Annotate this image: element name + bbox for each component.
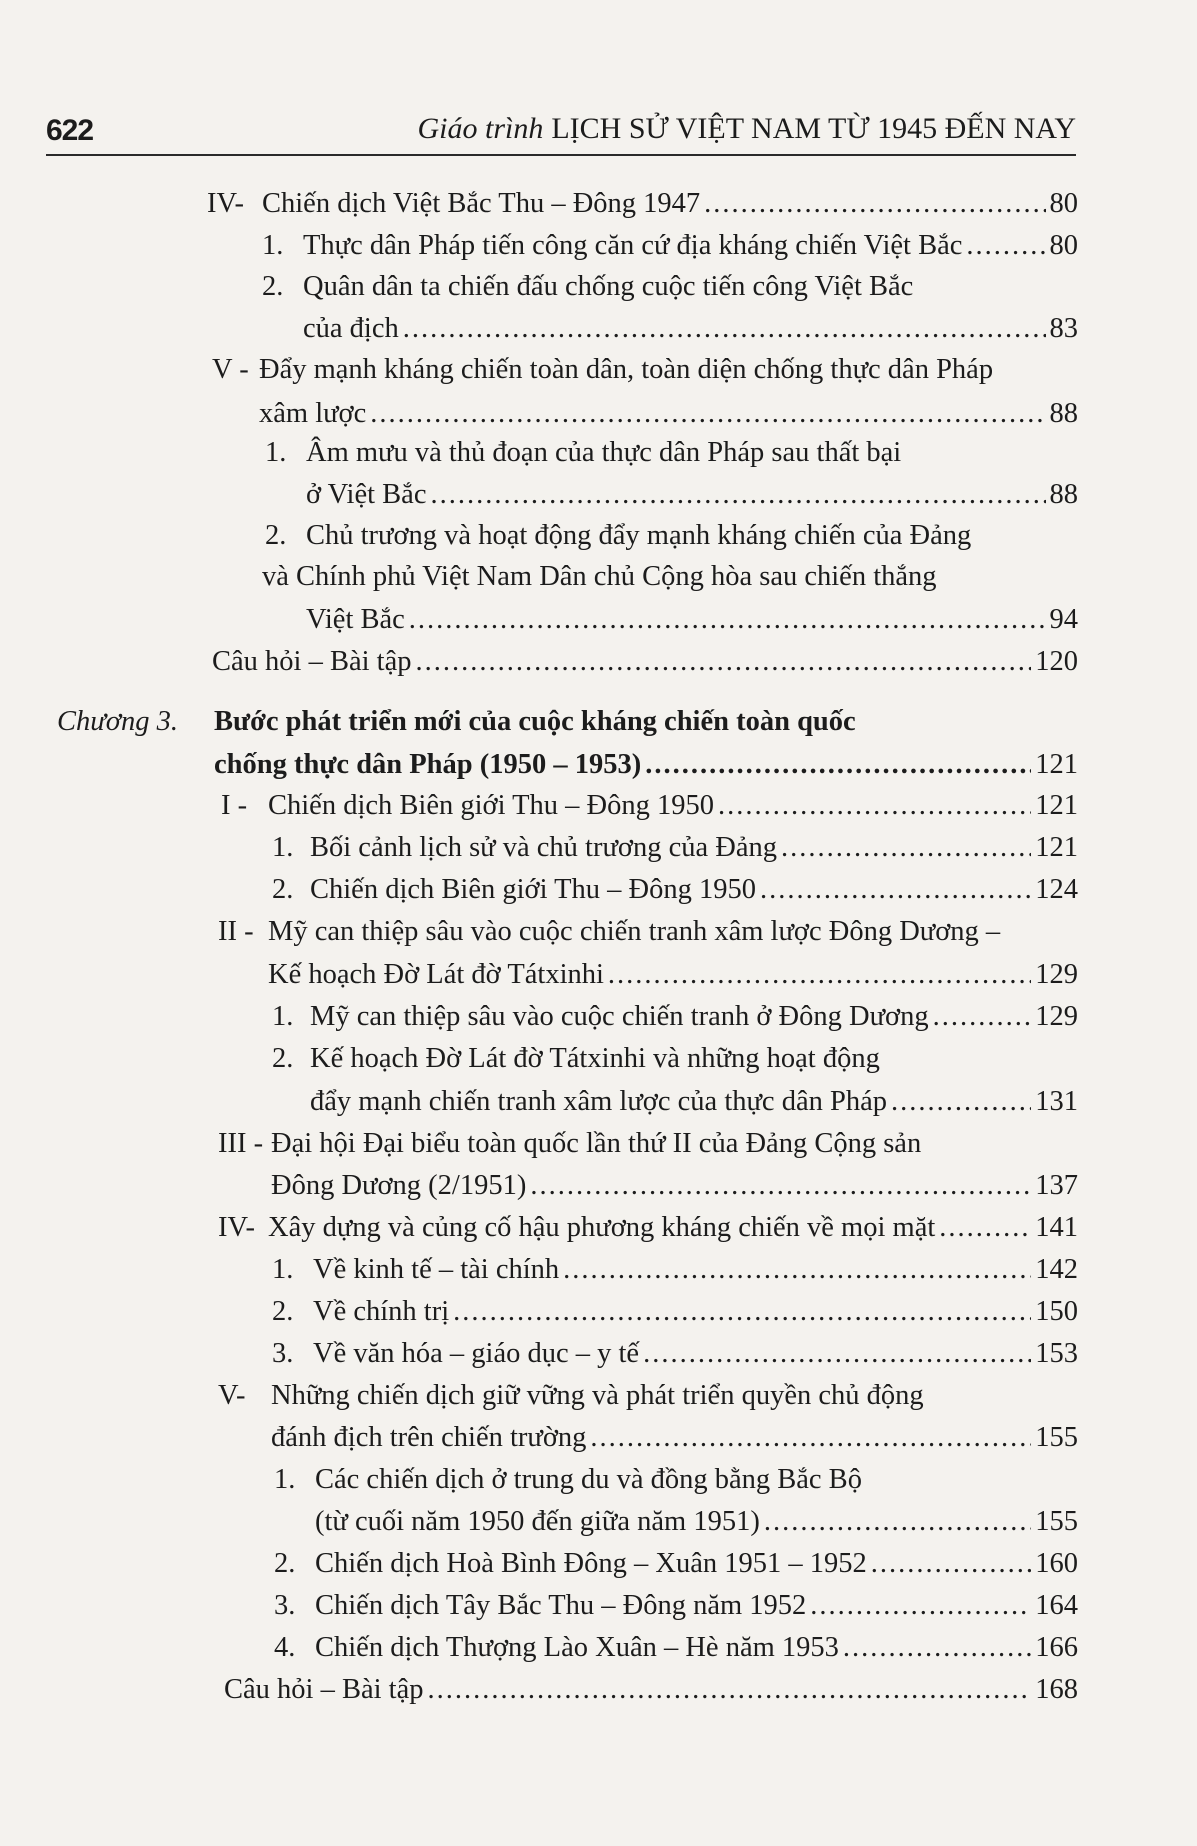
toc-entry-label: II - [218, 916, 254, 947]
toc-entry [218, 1126, 1078, 1164]
toc-entry-title: Mỹ can thiệp sâu vào cuộc chiến tranh xâm lược Đông Dương – [268, 916, 1001, 947]
toc-entry-page: 80 [1049, 230, 1078, 261]
dot-leader [843, 1630, 1031, 1666]
toc-entry [212, 352, 1078, 390]
toc-entry-title: (từ cuối năm 1950 đến giữa năm 1951) [315, 1506, 760, 1537]
toc-entry-title: Việt Bắc [306, 604, 405, 635]
toc-entry-title: Về văn hóa – giáo dục – y tế [313, 1338, 640, 1369]
toc-entry [274, 1588, 1078, 1626]
dot-leader [704, 186, 1045, 222]
book-title [418, 112, 1077, 146]
running-header [46, 108, 1076, 156]
toc-entry-title: Kế hoạch Đờ Lát đờ Tátxinhi [268, 959, 604, 990]
page-number: 622 [46, 114, 94, 147]
toc-entry [310, 1084, 1078, 1122]
toc-entry [272, 1294, 1078, 1332]
dot-leader [643, 1336, 1031, 1372]
toc-entry-title: Kế hoạch Đờ Lát đờ Tátxinhi và những hoạt động [310, 1043, 880, 1074]
toc-entry-label: 2. [262, 271, 284, 302]
toc-entry-page: 88 [1049, 398, 1078, 429]
toc-entry [272, 872, 1078, 910]
toc-entry-page: 166 [1035, 1632, 1078, 1663]
toc-entry-page: 168 [1035, 1674, 1078, 1705]
toc-entry-title: Chiến dịch Hoà Bình Đông – Xuân 1951 – 1952 [315, 1548, 867, 1579]
book-title-main: LỊCH SỬ VIỆT NAM TỪ 1945 ĐẾN NAY [551, 112, 1076, 145]
dot-leader [781, 830, 1031, 866]
toc-entry [274, 1630, 1078, 1668]
toc-entry-title: Chiến dịch Thượng Lào Xuân – Hè năm 1953 [315, 1632, 839, 1663]
dot-leader [764, 1504, 1031, 1540]
toc-entry-title: Về chính trị [313, 1296, 450, 1327]
toc-entry [274, 1546, 1078, 1584]
dot-leader [563, 1252, 1031, 1288]
dot-leader [530, 1168, 1031, 1204]
toc-entry-label: III - [218, 1128, 264, 1159]
toc-entry-label: 2. [272, 874, 294, 905]
toc-entry-title: Đại hội Đại biểu toàn quốc lần thứ II của Đảng Cộng sản [271, 1128, 922, 1159]
toc-entry [272, 1041, 1078, 1079]
toc-entry-title: Bối cảnh lịch sử và chủ trương của Đảng [310, 832, 778, 863]
dot-leader [590, 1420, 1031, 1456]
toc-entry-page: 150 [1035, 1296, 1078, 1327]
toc-entry-label: 2. [274, 1548, 296, 1579]
toc-entry [303, 311, 1078, 349]
dot-leader [810, 1588, 1031, 1624]
toc-entry-page: 121 [1035, 749, 1078, 780]
toc-entry-title: Chiến dịch Biên giới Thu – Đông 1950 [268, 790, 714, 821]
toc-entry [221, 788, 1078, 826]
toc-entry [224, 1672, 1078, 1710]
toc-entry [272, 1336, 1078, 1374]
dot-leader [871, 1546, 1032, 1582]
toc-entry-label: 1. [272, 1254, 294, 1285]
toc-entry [212, 644, 1078, 682]
toc-entry-label: V - [212, 354, 249, 385]
toc-entry-title: Câu hỏi – Bài tập [224, 1674, 424, 1705]
toc-entry-title: Các chiến dịch ở trung du và đồng bằng Bắc Bộ [315, 1464, 862, 1495]
dot-leader [645, 747, 1031, 783]
toc-entry-label: 3. [274, 1590, 296, 1621]
toc-entry-page: 124 [1035, 874, 1078, 905]
toc-entry-page: 141 [1035, 1212, 1078, 1243]
dot-leader [430, 477, 1045, 513]
toc-entry [218, 914, 1078, 952]
toc-entry-title: Thực dân Pháp tiến công căn cứ địa kháng chiến Việt Bắc [303, 230, 963, 261]
toc-entry [262, 269, 1078, 307]
dot-leader [427, 1672, 1031, 1708]
toc-entry [265, 435, 1078, 473]
toc-entry-page: 120 [1035, 646, 1078, 677]
toc-entry [306, 602, 1078, 640]
toc-entry [274, 1462, 1078, 1500]
toc-entry-title: Câu hỏi – Bài tập [212, 646, 412, 677]
toc-entry [272, 999, 1078, 1037]
dot-leader [760, 872, 1031, 908]
dot-leader [966, 228, 1045, 264]
toc-entry-title: chống thực dân Pháp (1950 – 1953) [214, 749, 642, 780]
toc-entry-label: 1. [272, 832, 294, 863]
toc-entry-page: 121 [1035, 832, 1078, 863]
toc-entry-label: 4. [274, 1632, 296, 1663]
toc-entry-page: 142 [1035, 1254, 1078, 1285]
toc-entry-page: 121 [1035, 790, 1078, 821]
toc-entry-label: 3. [272, 1338, 294, 1369]
dot-leader [403, 311, 1046, 347]
toc-entry-label: 1. [272, 1001, 294, 1032]
toc-entry-title: đẩy mạnh chiến tranh xâm lược của thực dân Pháp [310, 1086, 887, 1117]
toc-entry-page: 80 [1049, 188, 1078, 219]
dot-leader [415, 644, 1031, 680]
toc-entry [271, 1168, 1078, 1206]
toc-entry-title: Chiến dịch Tây Bắc Thu – Đông năm 1952 [315, 1590, 807, 1621]
toc-entry-title: Âm mưu và thủ đoạn của thực dân Pháp sau thất bại [306, 437, 902, 468]
toc-entry [272, 1252, 1078, 1290]
toc-entry [214, 747, 1078, 785]
toc-entry-title: Chiến dịch Biên giới Thu – Đông 1950 [310, 874, 756, 905]
toc-entry-page: 83 [1049, 313, 1078, 344]
toc-entry-page: 155 [1035, 1422, 1078, 1453]
toc-entry-label: 1. [262, 230, 284, 261]
toc-entry-title: đánh địch trên chiến trường [271, 1422, 587, 1453]
toc-entry-label: 2. [265, 520, 287, 551]
toc-entry [262, 228, 1078, 266]
toc-entry-page: 137 [1035, 1170, 1078, 1201]
toc-entry [218, 1378, 1078, 1416]
toc-entry-title: Quân dân ta chiến đấu chống cuộc tiến công Việt Bắc [303, 271, 914, 302]
toc-entry-label: 1. [265, 437, 287, 468]
toc-entry-title: Đông Dương (2/1951) [271, 1170, 527, 1201]
dot-leader [718, 788, 1031, 824]
toc-entry-label: 2. [272, 1043, 294, 1074]
book-title-italic: Giáo trình [417, 112, 544, 145]
dot-leader [409, 602, 1046, 638]
toc-entry-label: I - [221, 790, 248, 821]
toc-entry-label: IV- [207, 188, 244, 219]
toc-entry-title: Chủ trương và hoạt động đẩy mạnh kháng chiến của Đảng [306, 520, 972, 551]
toc-entry-page: 129 [1035, 1001, 1078, 1032]
toc-entry [218, 1210, 1078, 1248]
toc-entry-title: và Chính phủ Việt Nam Dân chủ Cộng hòa sau chiến thắng [262, 561, 937, 592]
dot-leader [933, 999, 1032, 1035]
toc-entry [207, 186, 1078, 224]
toc-entry-page: 155 [1035, 1506, 1078, 1537]
toc-entry-page: 129 [1035, 959, 1078, 990]
toc-entry [268, 957, 1078, 995]
toc-entry-title: Xây dựng và củng cố hậu phương kháng chiến về mọi mặt [268, 1212, 936, 1243]
toc-entry [315, 1504, 1078, 1542]
toc-entry-title: Bước phát triển mới của cuộc kháng chiến toàn quốc [214, 706, 856, 737]
toc-entry [306, 477, 1078, 515]
dot-leader [608, 957, 1031, 993]
toc-entry-label: IV- [218, 1212, 255, 1243]
toc-entry-label: 1. [274, 1464, 296, 1495]
toc-entry-page: 88 [1049, 479, 1078, 510]
toc-entry [265, 518, 1078, 556]
toc-entry-title: xâm lược [259, 398, 367, 429]
dot-leader [370, 396, 1045, 432]
toc-entry-label: Chương 3. [57, 706, 179, 737]
toc-entry [259, 396, 1078, 434]
toc-entry-page: 131 [1035, 1086, 1078, 1117]
toc-entry-page: 153 [1035, 1338, 1078, 1369]
toc-entry [57, 704, 1078, 742]
toc-entry-title: Đẩy mạnh kháng chiến toàn dân, toàn diện chống thực dân Pháp [259, 354, 994, 385]
toc-entry [272, 830, 1078, 868]
toc-entry-label: V- [218, 1380, 246, 1411]
toc-entry-page: 94 [1049, 604, 1078, 635]
dot-leader [891, 1084, 1031, 1120]
toc-entry-page: 164 [1035, 1590, 1078, 1621]
dot-leader [453, 1294, 1031, 1330]
toc-entry-title: Mỹ can thiệp sâu vào cuộc chiến tranh ở Đông Dương [310, 1001, 929, 1032]
toc-entry [271, 1420, 1078, 1458]
toc-entry [262, 559, 1078, 597]
dot-leader [939, 1210, 1031, 1246]
toc-entry-title: Những chiến dịch giữ vững và phát triển quyền chủ động [271, 1380, 924, 1411]
toc-entry-title: ở Việt Bắc [306, 479, 427, 510]
toc-entry-title: Về kinh tế – tài chính [313, 1254, 560, 1285]
toc-entry-title: Chiến dịch Việt Bắc Thu – Đông 1947 [262, 188, 701, 219]
toc-entry-label: 2. [272, 1296, 294, 1327]
toc-entry-title: của địch [303, 313, 399, 344]
toc-entry-page: 160 [1035, 1548, 1078, 1579]
